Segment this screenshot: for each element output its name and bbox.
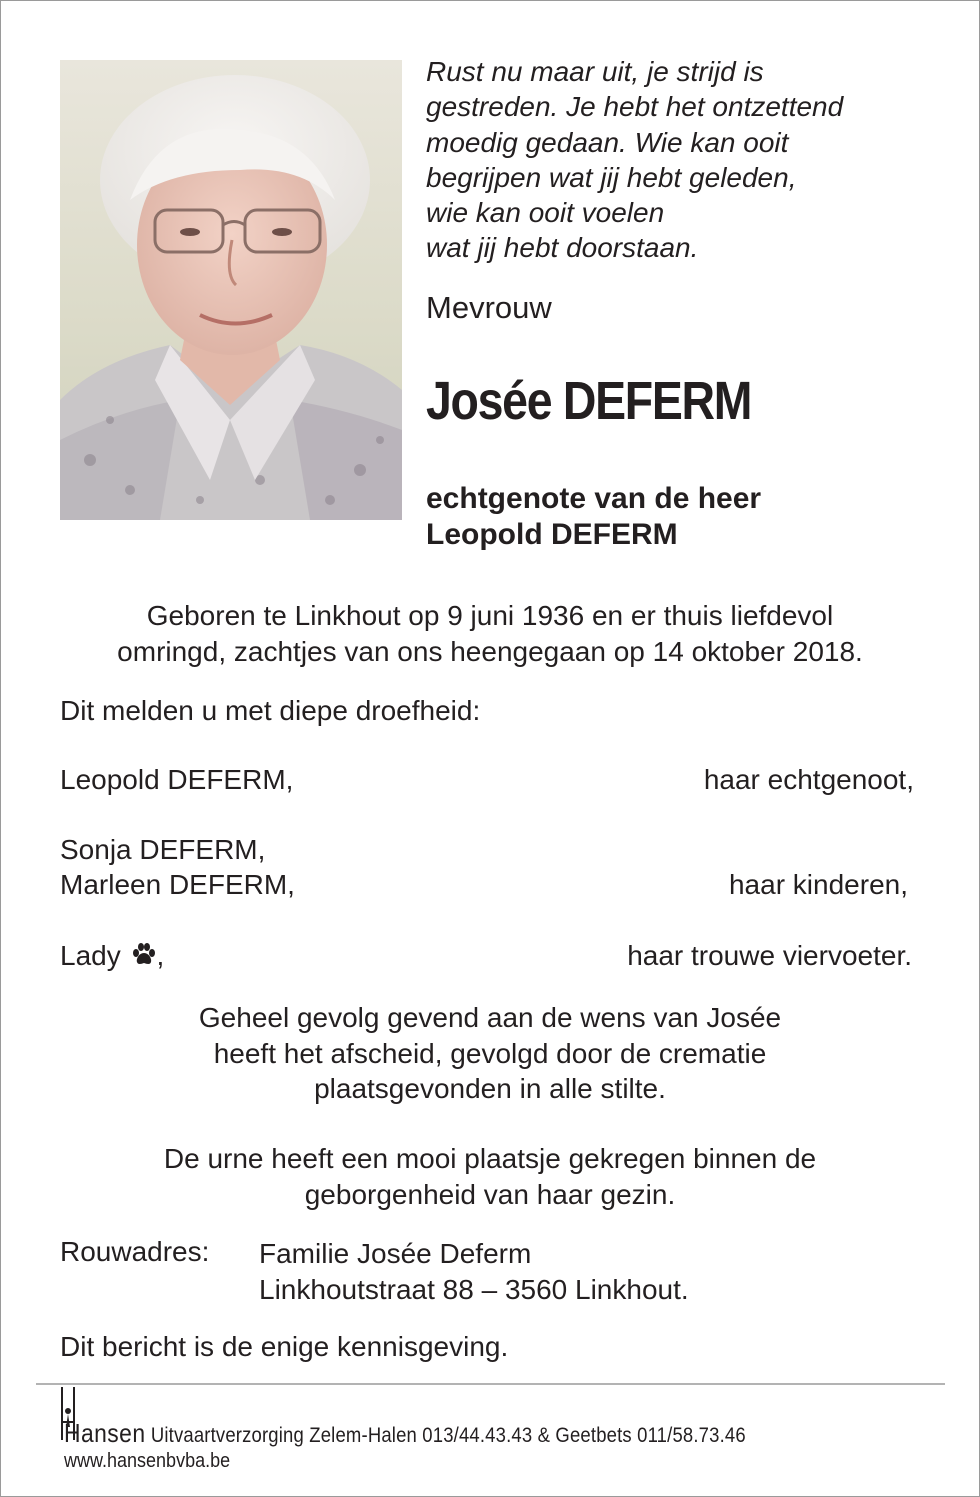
birth-line-2: omringd, zachtjes van ons heengegaan op 14 oktober 2018. (117, 635, 863, 667)
birth-death-text (0, 598, 980, 669)
poem-line: moedig gedaan. Wie kan ooit (426, 126, 789, 158)
urn-line: geborgenheid van haar gezin. (304, 1178, 676, 1210)
children-role: haar kinderen, (728, 869, 908, 900)
husband-role: haar echtgenoot, (703, 764, 914, 795)
footer-divider (36, 1383, 945, 1385)
funeral-home-details: Uitvaartverzorging Zelem-Halen 013/44.43.43 & Geetbets 011/58.73.46 (150, 1424, 746, 1447)
honorific: Mevrouw (426, 290, 552, 325)
funeral-home-line (64, 1418, 746, 1449)
ceremony-line: plaatsgevonden in alle stilte. (314, 1073, 666, 1104)
birth-line-1: Geboren te Linkhout op 9 juni 1936 en er thuis liefdevol (146, 600, 834, 631)
portrait-photo (60, 60, 402, 520)
address-line: Linkhoutstraat 88 – 3560 Linkhout. (259, 1273, 689, 1305)
paw-print-icon (131, 942, 157, 975)
ceremony-text (0, 1000, 980, 1107)
pet-name: Lady (60, 940, 121, 971)
urn-line: De urne heeft een mooi plaatsje gekregen binnen de (163, 1143, 817, 1174)
announcement: Dit melden u met diepe droefheid: (60, 695, 481, 726)
child-name: Marleen DEFERM, (60, 869, 295, 900)
husband-name: Leopold DEFERM, (60, 764, 294, 795)
poem-line: begrijpen wat jij hebt geleden, (426, 161, 797, 193)
poem-line: Rust nu maar uit, je strijd is (426, 56, 764, 87)
spouse-line-1: echtgenote van de heer (426, 482, 762, 515)
ceremony-line: heeft het afscheid, gevolgd door de crematie (213, 1037, 767, 1069)
notice-text: Dit bericht is de enige kennisgeving. (60, 1331, 509, 1362)
poem-line: wat jij hebt doorstaan. (426, 232, 699, 264)
funeral-home-brand: Hansen (64, 1418, 146, 1448)
poem-line: wie kan ooit voelen (426, 197, 665, 229)
address-block (259, 1236, 689, 1307)
funeral-home-website[interactable]: www.hansenbvba.be (64, 1450, 231, 1472)
address-line: Familie Josée Deferm (259, 1238, 532, 1269)
address-label: Rouwadres: (60, 1236, 210, 1267)
spouse-info (426, 481, 761, 553)
pet-role: haar trouwe viervoeter. (627, 940, 912, 971)
poem (426, 54, 843, 266)
deceased-name: Josée DEFERM (426, 371, 752, 431)
child-name: Sonja DEFERM, (60, 834, 266, 865)
pet-comma: , (156, 940, 165, 971)
pet-line (60, 940, 164, 975)
spouse-line-2: Leopold DEFERM (426, 518, 678, 551)
ceremony-line: Geheel gevolg gevend aan de wens van Josée (198, 1002, 782, 1033)
poem-line: gestreden. Je hebt het ontzettend (426, 91, 844, 123)
urn-text (0, 1141, 980, 1212)
